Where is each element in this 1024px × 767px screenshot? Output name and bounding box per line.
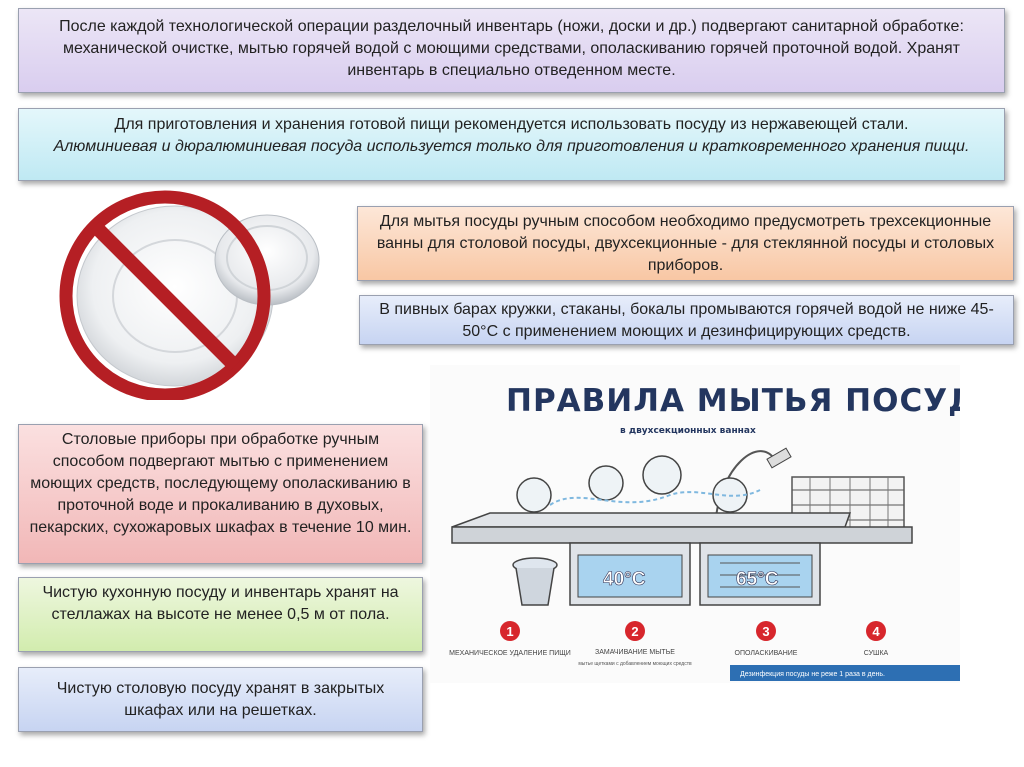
washing-rules-poster (430, 365, 960, 683)
note-cookware-line1: Для приготовления и хранения готовой пищи рекомендуется использовать посуду из нержавеющей стали. (114, 116, 909, 133)
note-cookware (18, 108, 1005, 181)
sink-1-temperature: 40°С (603, 569, 646, 590)
disinfection-text: Дезинфекция посуды не реже 1 раза в день. (740, 671, 885, 678)
note-sinks-text: Для мытья посуды ручным способом необходимо предусмотреть трехсекционные ванны для столовой посуды, двухсекционные - для стеклянной посуды и столовых приборов. (376, 213, 995, 274)
step-2-number: 2 (631, 624, 639, 639)
sink-2-temperature: 65°С (736, 569, 779, 590)
poster-subtitle: в двухсекционных ваннах (620, 426, 756, 436)
note-beer-bars-text: В пивных барах кружки, стаканы, бокалы промываются горячей водой не ниже 45-50°С с применением моющих и дезинфицирующих средств. (379, 301, 994, 340)
note-kitchenware-text: Чистую кухонную посуду и инвентарь хранят на стеллажах на высоте не менее 0,5 м от пола. (42, 584, 399, 623)
note-kitchenware (18, 577, 423, 652)
note-sinks (357, 206, 1014, 281)
step-1-label: МЕХАНИЧЕСКОЕ УДАЛЕНИЕ ПИЩИ (449, 650, 571, 657)
step-3-number: 3 (762, 624, 770, 639)
no-aluminum-illustration (35, 188, 330, 400)
prohibition-sign-icon (35, 188, 330, 400)
step-2-label: ЗАМАЧИВАНИЕ МЫТЬЕ (595, 649, 675, 656)
step-3-label: ОПОЛАСКИВАНИЕ (734, 650, 798, 657)
step-2-sublabel: мытье щетками с добавлением моющих средств (578, 661, 692, 667)
note-tableware (18, 667, 423, 732)
note-cutting-tools-text: После каждой технологической операции разделочный инвентарь (ножи, доски и др.) подвергают санитарной обработке: механической очистке, мытью горячей водой с моющими средствами, ополаскиванию горячей проточной водой. Хранят инвентарь в специально отведенном месте. (59, 18, 964, 79)
counter-top (452, 513, 850, 527)
plates-icon (77, 206, 319, 386)
note-beer-bars (359, 295, 1014, 345)
note-cutting-tools (18, 8, 1005, 93)
step-1-number: 1 (506, 624, 514, 639)
note-cutlery (18, 424, 423, 564)
note-cutlery-text: Столовые приборы при обработке ручным способом подвергают мытью с применением моющих средств, последующему ополаскиванию в проточной воде и прокаливанию в духовых, пекарских, сухожаровых шкафах в течение 10 мин. (29, 431, 412, 536)
note-cookware-line2: Алюминиевая и дюралюминиевая посуда используется только для приготовления и кратковременного хранения пищи. (53, 138, 970, 155)
poster-title: ПРАВИЛА МЫТЬЯ ПОСУДЫ (506, 383, 960, 419)
step-4-number: 4 (872, 624, 880, 639)
note-tableware-text: Чистую столовую посуду хранят в закрытых шкафах или на решетках. (56, 680, 385, 719)
washing-poster-graphic (430, 365, 960, 683)
step-4-label: СУШКА (863, 650, 889, 657)
